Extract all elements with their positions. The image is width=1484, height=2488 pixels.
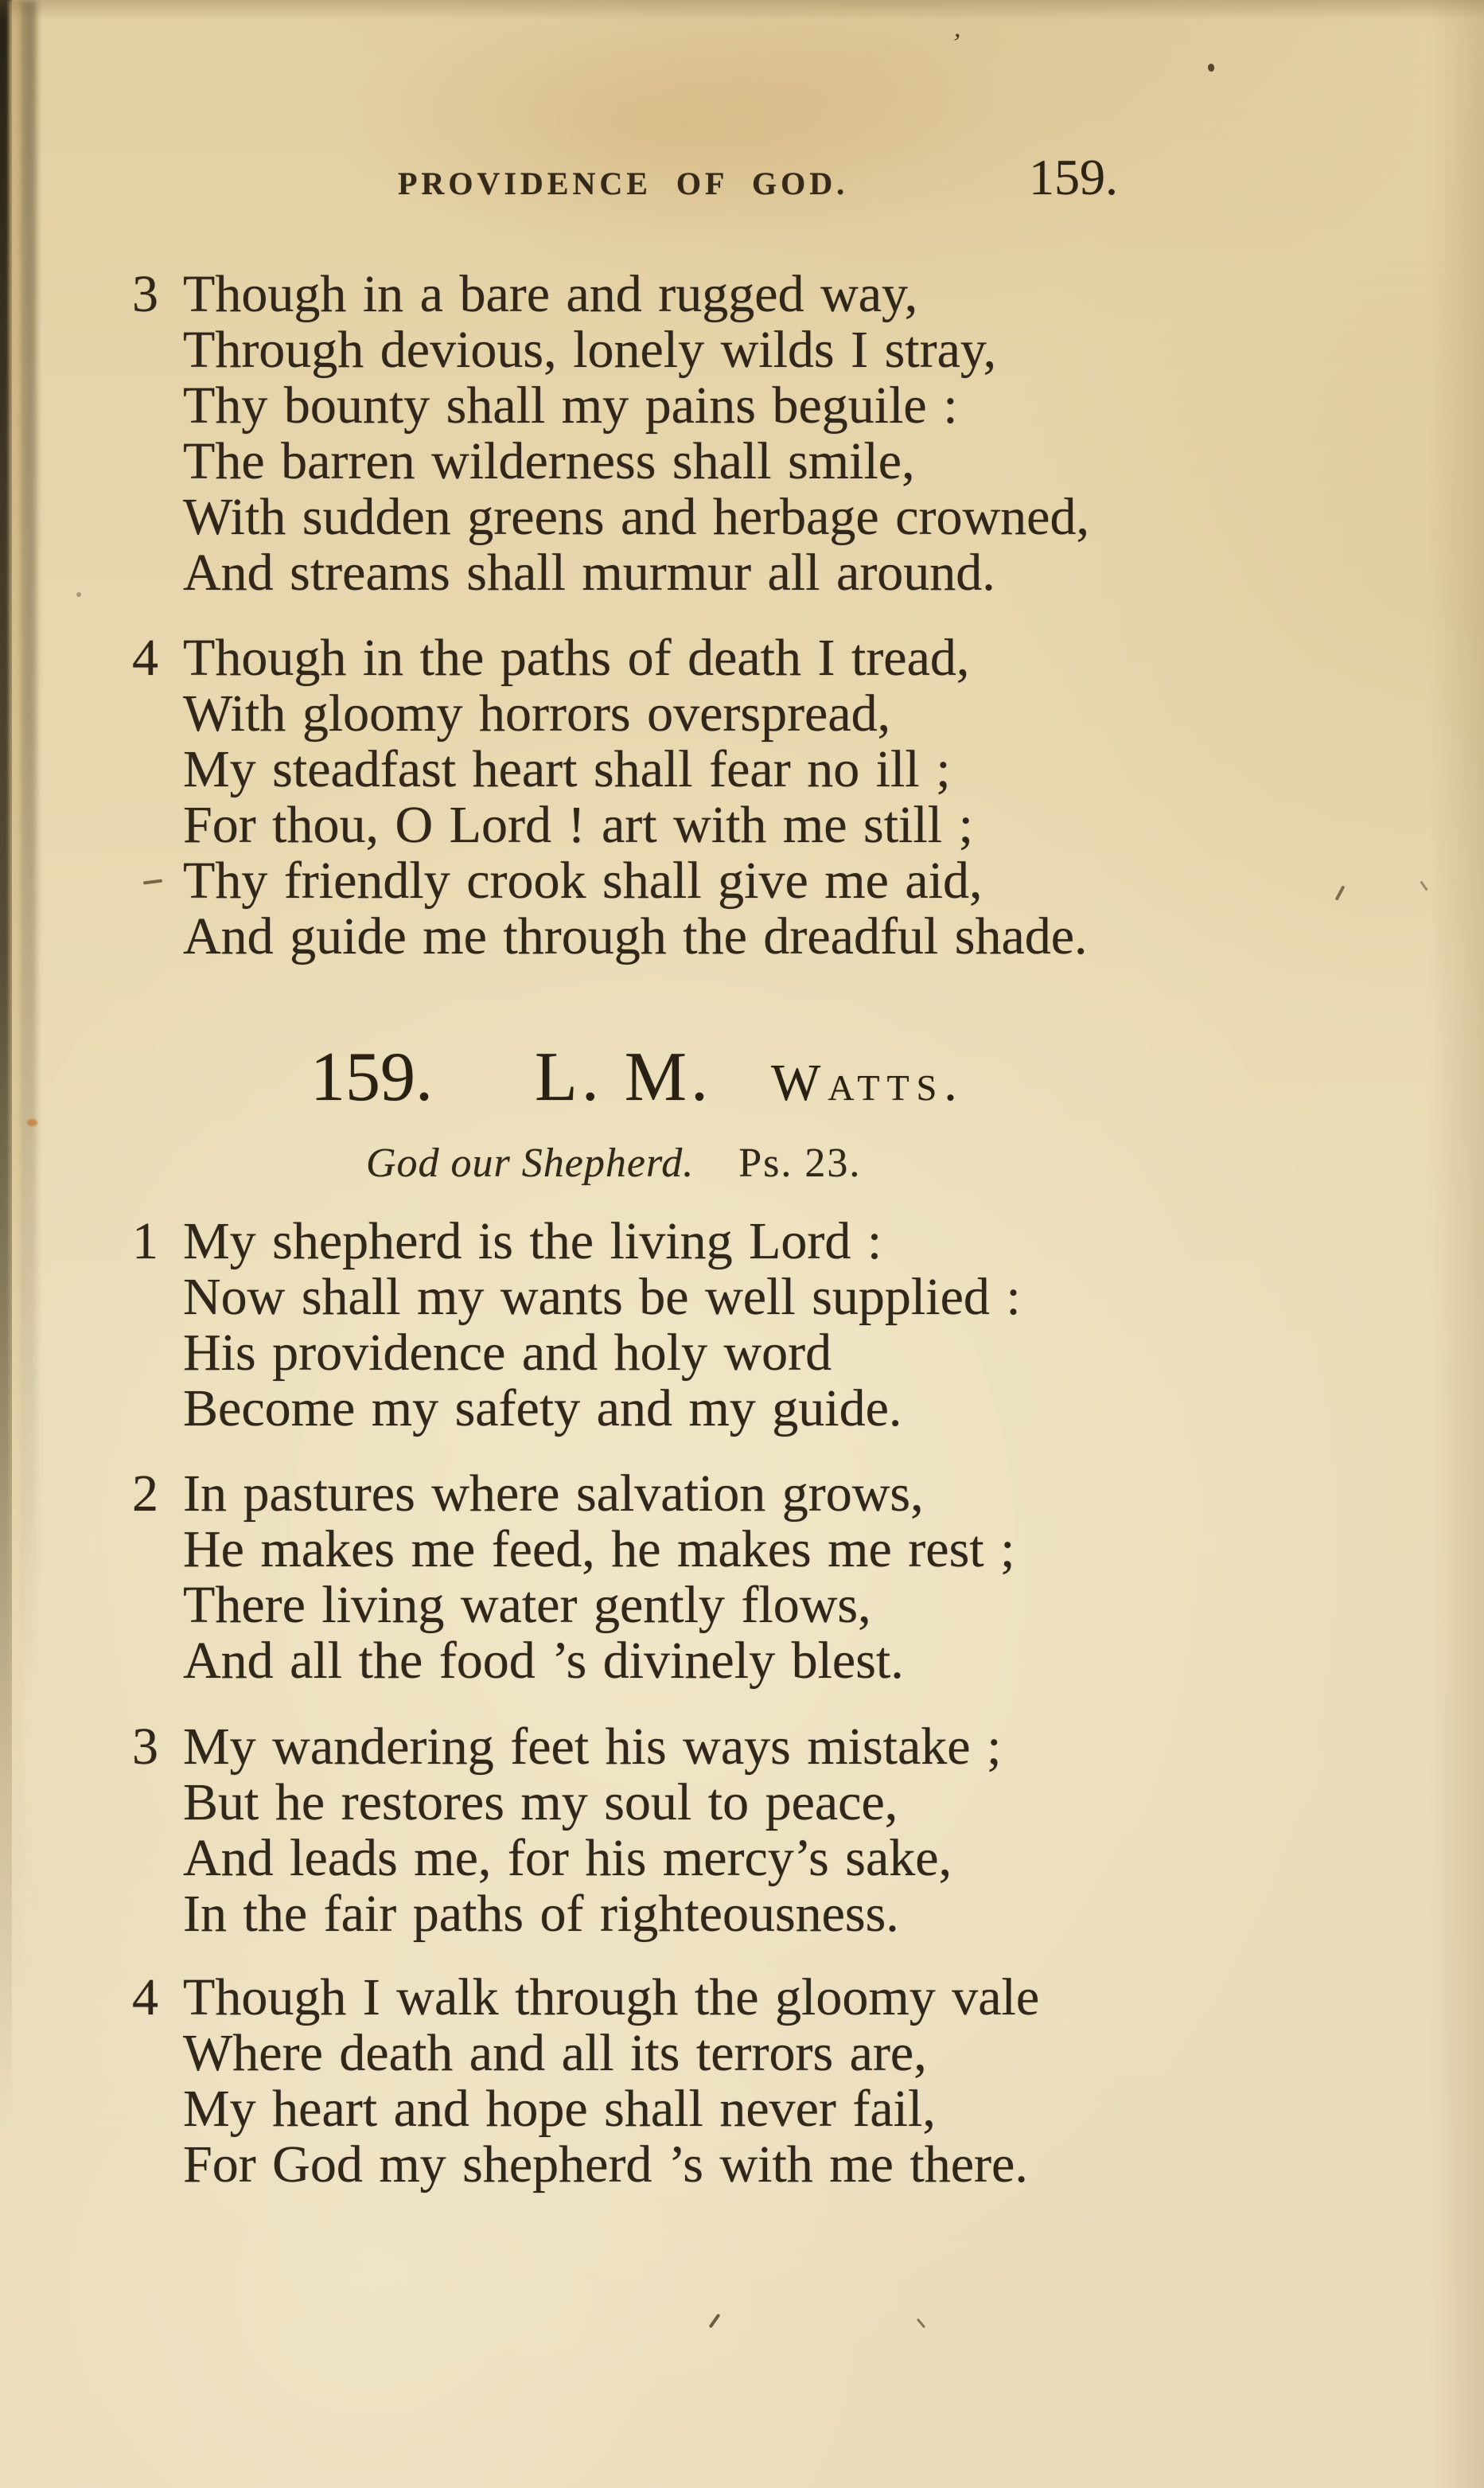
page-gutter-shadow	[22, 0, 37, 1791]
verse-line: Through devious, lonely wilds I stray,	[183, 321, 997, 379]
hymn-subtitle	[366, 1140, 861, 1187]
page-number: 159.	[1029, 149, 1118, 205]
verse-line: My steadfast heart shall fear no ill ;	[183, 740, 951, 798]
verse-line: For thou, O Lord ! art with me still ;	[183, 796, 973, 854]
top-edge-shadow	[0, 0, 1484, 21]
verse-line: Though I walk through the gloomy vale	[183, 1968, 1040, 2026]
hymn-heading	[310, 1037, 964, 1117]
scan-speck	[27, 1119, 37, 1126]
stanza-number: 2	[132, 1464, 158, 1523]
hymn-title: God our Shepherd.	[366, 1141, 695, 1186]
scan-speck	[1335, 885, 1346, 901]
verse-line: Become my safety and my guide.	[183, 1379, 902, 1437]
verse-line: Now shall my wants be well supplied :	[183, 1268, 1021, 1326]
running-title: PROVIDENCE OF GOD.	[398, 166, 849, 201]
verse-line: And all the food ’s divinely blest.	[183, 1632, 904, 1690]
stanza	[132, 1718, 1002, 1943]
hymn-number: 159.	[310, 1039, 433, 1116]
verse-line: Thy bounty shall my pains beguile :	[183, 376, 958, 435]
verse-line: His providence and holy word	[183, 1324, 832, 1382]
verse-line: My heart and hope shall never fail,	[183, 2080, 936, 2138]
stanza	[132, 629, 1088, 965]
hymn-meter: L. M.	[535, 1039, 712, 1116]
scan-speck	[917, 2318, 925, 2329]
scan-speck: ’	[949, 28, 963, 59]
stanza	[132, 265, 1089, 602]
verse-line: With gloomy horrors overspread,	[183, 684, 891, 743]
verse-line: The barren wilderness shall smile,	[183, 432, 915, 490]
scan-speck	[1208, 64, 1214, 72]
verse-line: My shepherd is the living Lord :	[183, 1212, 882, 1270]
verse-line: There living water gently flows,	[183, 1576, 871, 1634]
scan-speck	[143, 879, 162, 885]
verse-line: For God my shepherd ’s with me there.	[183, 2135, 1028, 2194]
scripture-ref: Ps. 23.	[738, 1141, 862, 1186]
verse-line: But he restores my soul to peace,	[183, 1773, 898, 1831]
verse-line: He makes me feed, he makes me rest ;	[183, 1520, 1015, 1578]
verse-line: Though in the paths of death I tread,	[183, 629, 970, 687]
stanza	[132, 1968, 1040, 2194]
verse-line: And guide me through the dreadful shade.	[183, 907, 1088, 965]
stanza-number: 3	[132, 265, 158, 323]
scan-speck	[76, 592, 81, 597]
verse-line: In pastures where salvation grows,	[183, 1464, 924, 1523]
scan-speck	[709, 2314, 721, 2329]
right-edge-shadow	[1428, 0, 1484, 2488]
stanza	[132, 1464, 1015, 1690]
verse-line: Where death and all its terrors are,	[183, 2024, 927, 2082]
verse-line: My wandering feet his ways mistake ;	[183, 1718, 1002, 1776]
stanza-number: 3	[132, 1718, 158, 1776]
stanza-number: 4	[132, 1968, 158, 2026]
verse-line: With sudden greens and herbage crowned,	[183, 488, 1089, 546]
page-header	[398, 148, 1118, 207]
stanza-number: 1	[132, 1212, 158, 1270]
scan-speck	[1420, 880, 1428, 891]
hymn-author: Watts.	[771, 1054, 964, 1112]
verse-line: And streams shall murmur all around.	[183, 544, 995, 602]
verse-line: Though in a bare and rugged way,	[183, 265, 918, 323]
verse-line: And leads me, for his mercy’s sake,	[183, 1829, 952, 1887]
verse-line: Thy friendly crook shall give me aid,	[183, 852, 983, 910]
verse-line: In the fair paths of righteousness.	[183, 1885, 899, 1943]
stanza-number: 4	[132, 629, 158, 687]
stanza	[132, 1212, 1021, 1437]
